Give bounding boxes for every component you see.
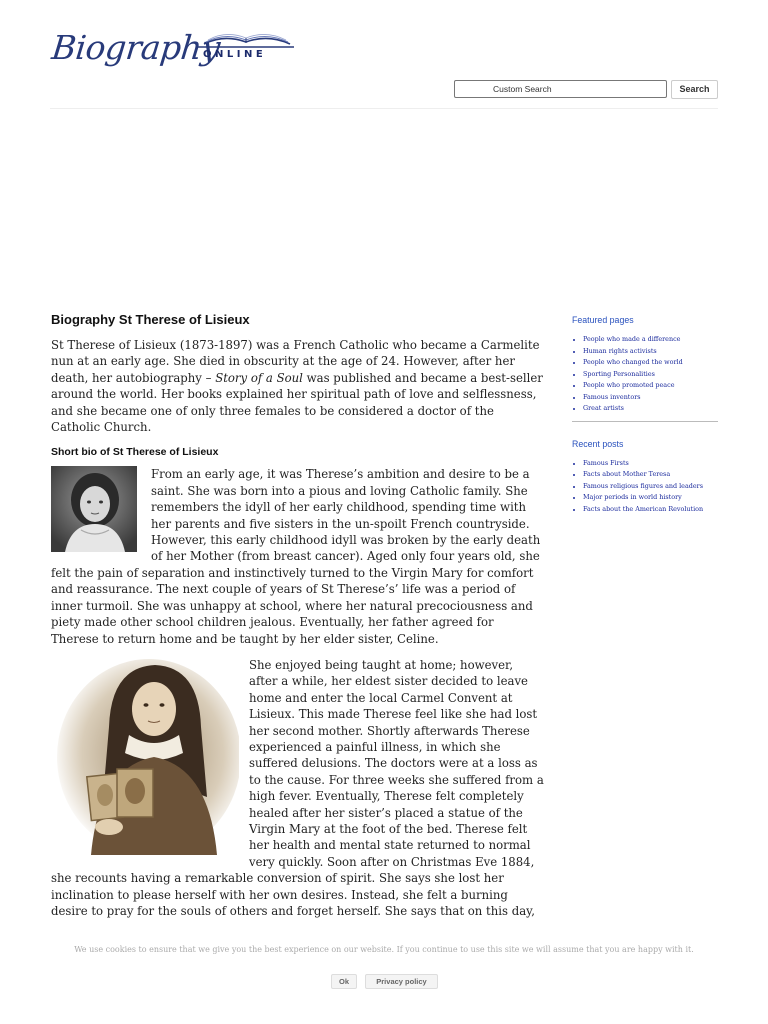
intro-paragraph: [51, 337, 544, 435]
cookie-message: We use cookies to ensure that we give you the best experience on our website. If you continue to use this site we will assume that you are happy with it.: [74, 945, 694, 954]
paragraph-block-2: [51, 657, 544, 920]
search-input[interactable]: Custom Search: [454, 80, 667, 98]
sidebar-divider: [572, 421, 718, 422]
header-divider: [50, 108, 718, 109]
portrait-child-photo: [51, 466, 137, 552]
sidebar-link-famous-firsts[interactable]: • Famous Firsts: [583, 458, 718, 470]
sidebar: [572, 313, 718, 515]
paragraph-1: From an early age, it was Therese’s ambition and desire to be a saint. She was born into a pious and loving Catholic family. She remembers the idyll of her early childhood, spending time with her parents and five sisters in the un-spoilt French countryside. However, this early childhood idyll was broken by the early death of her Mother (from breast cancer). Aged only four years old, she felt the pain of separation and instinctively turned to the Virgin Mary for comfort and reassurance. The next couple of years of St Therese’s’ life was a period of inner turmoil. She was unhappy at school, where her natural precociousness and piety made other school children jealous. Eventually, her father agreed for Therese to return home and be taught by her elder sister, Celine.: [51, 467, 541, 646]
paragraph-2: She enjoyed being taught at home; however, after a while, her eldest sister decided to leave home and enter the local Carmel Convent at Lisieux. This made Therese feel like she had lost her second mother. Shortly afterwards Therese experienced a painful illness, in which she suffered delusions. The doctors were at a loss as to the cause. For three weeks she suffered from a high fever. Eventually, Therese felt completely healed after her sister’s placed a statue of the Virgin Mary at the foot of the bed. Therese felt her health and mental state returned to normal very quickly. Soon after on Christmas Eve 1884, she recounts having a remarkable conversion of spirit. She says she lost her inclination to please herself with her own desires. Instead, she felt a burning desire to pray for the souls of others and forget herself. She says that on this day,: [51, 657, 544, 918]
recent-posts-heading: Recent posts: [572, 438, 624, 449]
featured-pages-heading: Featured pages: [572, 315, 634, 325]
sidebar-link-facts-about-mother-teresa[interactable]: • Facts about Mother Teresa: [583, 469, 718, 481]
sidebar-link-human-rights-activists[interactable]: • Human rights activists: [583, 346, 718, 358]
sidebar-link-people-who-promoted-peace[interactable]: • People who promoted peace: [583, 380, 718, 392]
sidebar-link-famous-inventors[interactable]: • Famous inventors: [583, 392, 718, 404]
sidebar-link-famous-religious-figures[interactable]: • Famous religious figures and leaders: [583, 481, 718, 493]
paragraph-block-1: [51, 466, 544, 646]
cookie-ok-button[interactable]: Ok: [331, 974, 357, 989]
sidebar-link-facts-american-revolution[interactable]: • Facts about the American Revolution: [583, 504, 718, 516]
recent-list: [572, 458, 718, 516]
site-logo[interactable]: [50, 28, 300, 72]
logo-online-badge: ONLINE: [203, 49, 267, 60]
section-heading: Short bio of St Therese of Lisieux: [51, 446, 219, 459]
cookie-banner: [0, 940, 768, 1024]
search-button[interactable]: Search: [671, 80, 718, 99]
intro-text-end: was published and became a best-seller around the world. Her books explained her spiritual path of love and selflessness, and she became one of only three females to be considered a doctor of the Catholic Church.: [51, 370, 543, 435]
article: [51, 311, 544, 919]
intro-text-start: St Therese of Lisieux (1873-1897) was a French Catholic who became a Carmelite nun at an early age. She died in obscurity at the age of 24. However, after her death, her autobiography –: [51, 338, 540, 385]
privacy-policy-button[interactable]: Privacy policy: [365, 974, 438, 989]
sidebar-link-sporting-personalities[interactable]: • Sporting Personalities: [583, 369, 718, 381]
ad-space: [50, 112, 718, 307]
sidebar-link-major-periods-world-history[interactable]: • Major periods in world history: [583, 492, 718, 504]
logo-script-text: Biography: [49, 28, 222, 67]
page-title: Biography St Therese of Lisieux: [51, 312, 250, 327]
featured-list: [572, 334, 718, 415]
sidebar-link-great-artists[interactable]: • Great artists: [583, 403, 718, 415]
book-title: Story of a Soul: [215, 370, 303, 385]
sidebar-link-people-who-changed-the-world[interactable]: • People who changed the world: [583, 357, 718, 369]
sidebar-link-people-who-made-a-difference[interactable]: • People who made a difference: [583, 334, 718, 346]
portrait-nun-photo: [51, 657, 239, 855]
